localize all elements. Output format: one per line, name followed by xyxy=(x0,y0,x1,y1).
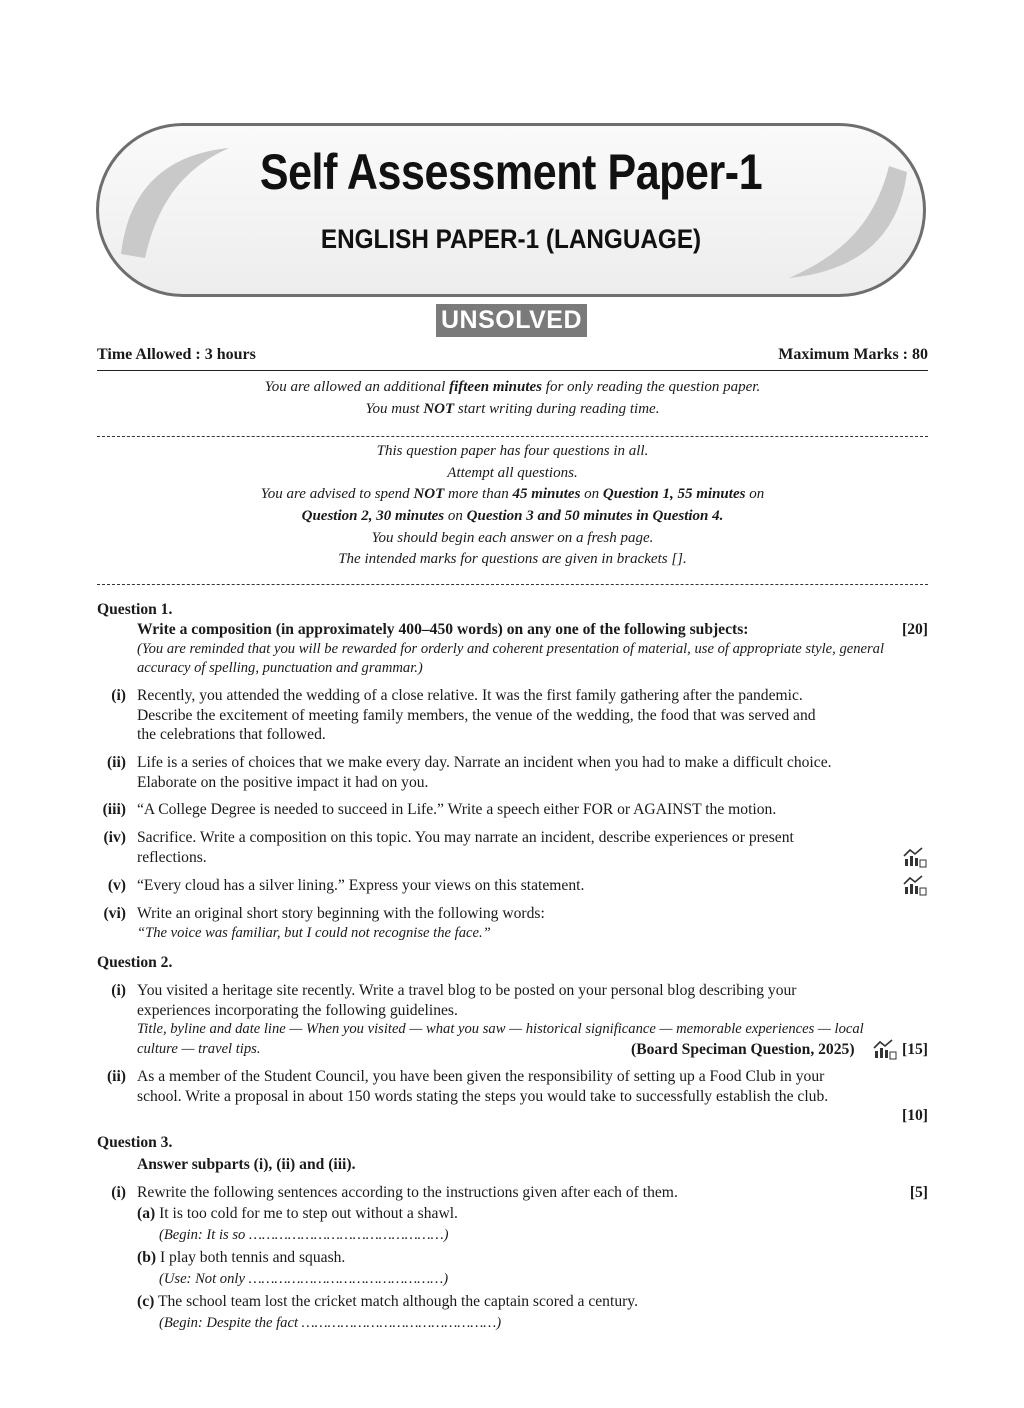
time-allowed: Time Allowed : 3 hours xyxy=(97,346,256,363)
q1-item-text: “A College Degree is needed to succeed in Life.” Write a speech either FOR or AGAINST the motion. xyxy=(137,801,777,818)
instructions: This question paper has four questions in all. Attempt all questions. You are advised to spend NOT more than 45 minutes on Question 1, 55 minutes on Question 2, 30 minutes on Question 3 and 50 minutes in Question 4. You should begin each answer on a fresh page. The intended marks for questions are given in brackets []. xyxy=(260,443,765,568)
unsolved-badge: UNSOLVED xyxy=(436,304,587,337)
q1-item-number: (ii) xyxy=(106,754,126,771)
question-1-prompt: Write a composition (in approximately 400–450 words) on any one of the following subjects: xyxy=(137,621,749,638)
q3-sub-a: (a) It is too cold for me to step out without a shawl. (Begin: It is so ………………………………………) xyxy=(137,1205,458,1243)
q1-item-number: (v) xyxy=(107,877,126,894)
q1-item-text: Recently, you attended the wedding of a close relative. It was the first family gathering after the pandemic. Describe the excitement of meeting family members, the venue of the wedding, the food that was served and the celebrations that followed. xyxy=(137,687,816,744)
q1-item-text: Write an original short story beginning with the following words: “The voice was familiar, but I could not recognise the face.” xyxy=(137,905,545,941)
q1-item-number: (iii) xyxy=(102,801,126,818)
divider-line xyxy=(97,370,928,371)
q1-item-number: (iv) xyxy=(103,829,126,846)
question-1-marks: [20] xyxy=(902,621,928,638)
q2-item-text: As a member of the Student Council, you have been given the responsibility of setting up a Food Club in your school. Write a proposal in about 150 words stating the steps you would take to successfully establish the club. xyxy=(137,1068,829,1105)
q2-item-number: (ii) xyxy=(106,1068,126,1085)
q2-item-text: You visited a heritage site recently. Write a travel blog to be posted on your personal blog describing your experiences incorporating the following guidelines. Title, byline and date line — When you visited — what you saw — historical significance — memorable experiences — local culture — travel tips. xyxy=(137,982,864,1057)
maximum-marks: Maximum Marks : 80 xyxy=(778,346,928,363)
trend-chart-icon xyxy=(903,846,927,868)
paper-title: Self Assessment Paper-1 xyxy=(259,144,763,200)
q3-sub-c: (c) The school team lost the cricket match although the captain scored a century. (Begin: Despite the fact ………………………………………) xyxy=(137,1293,638,1331)
q2-ii-marks: [10] xyxy=(902,1107,928,1124)
q3-sub-b: (b) I play both tennis and squash. (Use: Not only ………………………………………) xyxy=(137,1249,449,1287)
q3-item-text: Rewrite the following sentences according to the instructions given after each of them. xyxy=(137,1184,678,1201)
q2-item-number: (i) xyxy=(111,982,126,999)
q2-i-marks: [15] xyxy=(902,1041,928,1058)
trend-chart-icon xyxy=(873,1038,897,1060)
q3-i-marks: [5] xyxy=(909,1184,928,1201)
q1-item-text: Life is a series of choices that we make every day. Narrate an incident when you had to make a difficult choice. Elaborate on the positive impact it had on you. xyxy=(137,754,832,791)
question-1-note: (You are reminded that you will be rewarded for orderly and coherent presentation of material, use of appropriate style, general accuracy of spelling, punctuation and grammar.) xyxy=(137,641,885,676)
q1-item-text: Sacrifice. Write a composition on this topic. You may narrate an incident, describe experiences or present reflections. xyxy=(137,829,794,866)
q1-item-text: “Every cloud has a silver lining.” Express your views on this statement. xyxy=(137,877,585,894)
q1-item-number: (i) xyxy=(111,687,126,704)
question-3-instruction: Answer subparts (i), (ii) and (iii). xyxy=(137,1156,356,1173)
exam-meta xyxy=(97,345,928,367)
question-2-heading: Question 2. xyxy=(97,954,173,971)
title-banner xyxy=(96,123,926,297)
trend-chart-icon xyxy=(903,874,927,896)
q2-source: (Board Speciman Question, 2025) xyxy=(631,1041,855,1058)
paper-subtitle: ENGLISH PAPER-1 (LANGUAGE) xyxy=(320,224,702,254)
dashed-divider xyxy=(97,584,928,585)
q3-item-number: (i) xyxy=(111,1184,126,1201)
question-3-heading: Question 3. xyxy=(97,1134,173,1151)
reading-note: You are allowed an additional fifteen minutes for only reading the question paper. You must NOT start writing during reading time. xyxy=(264,379,761,417)
question-1-heading: Question 1. xyxy=(97,601,173,618)
dashed-divider xyxy=(97,436,928,437)
q1-item-number: (vi) xyxy=(103,905,126,922)
